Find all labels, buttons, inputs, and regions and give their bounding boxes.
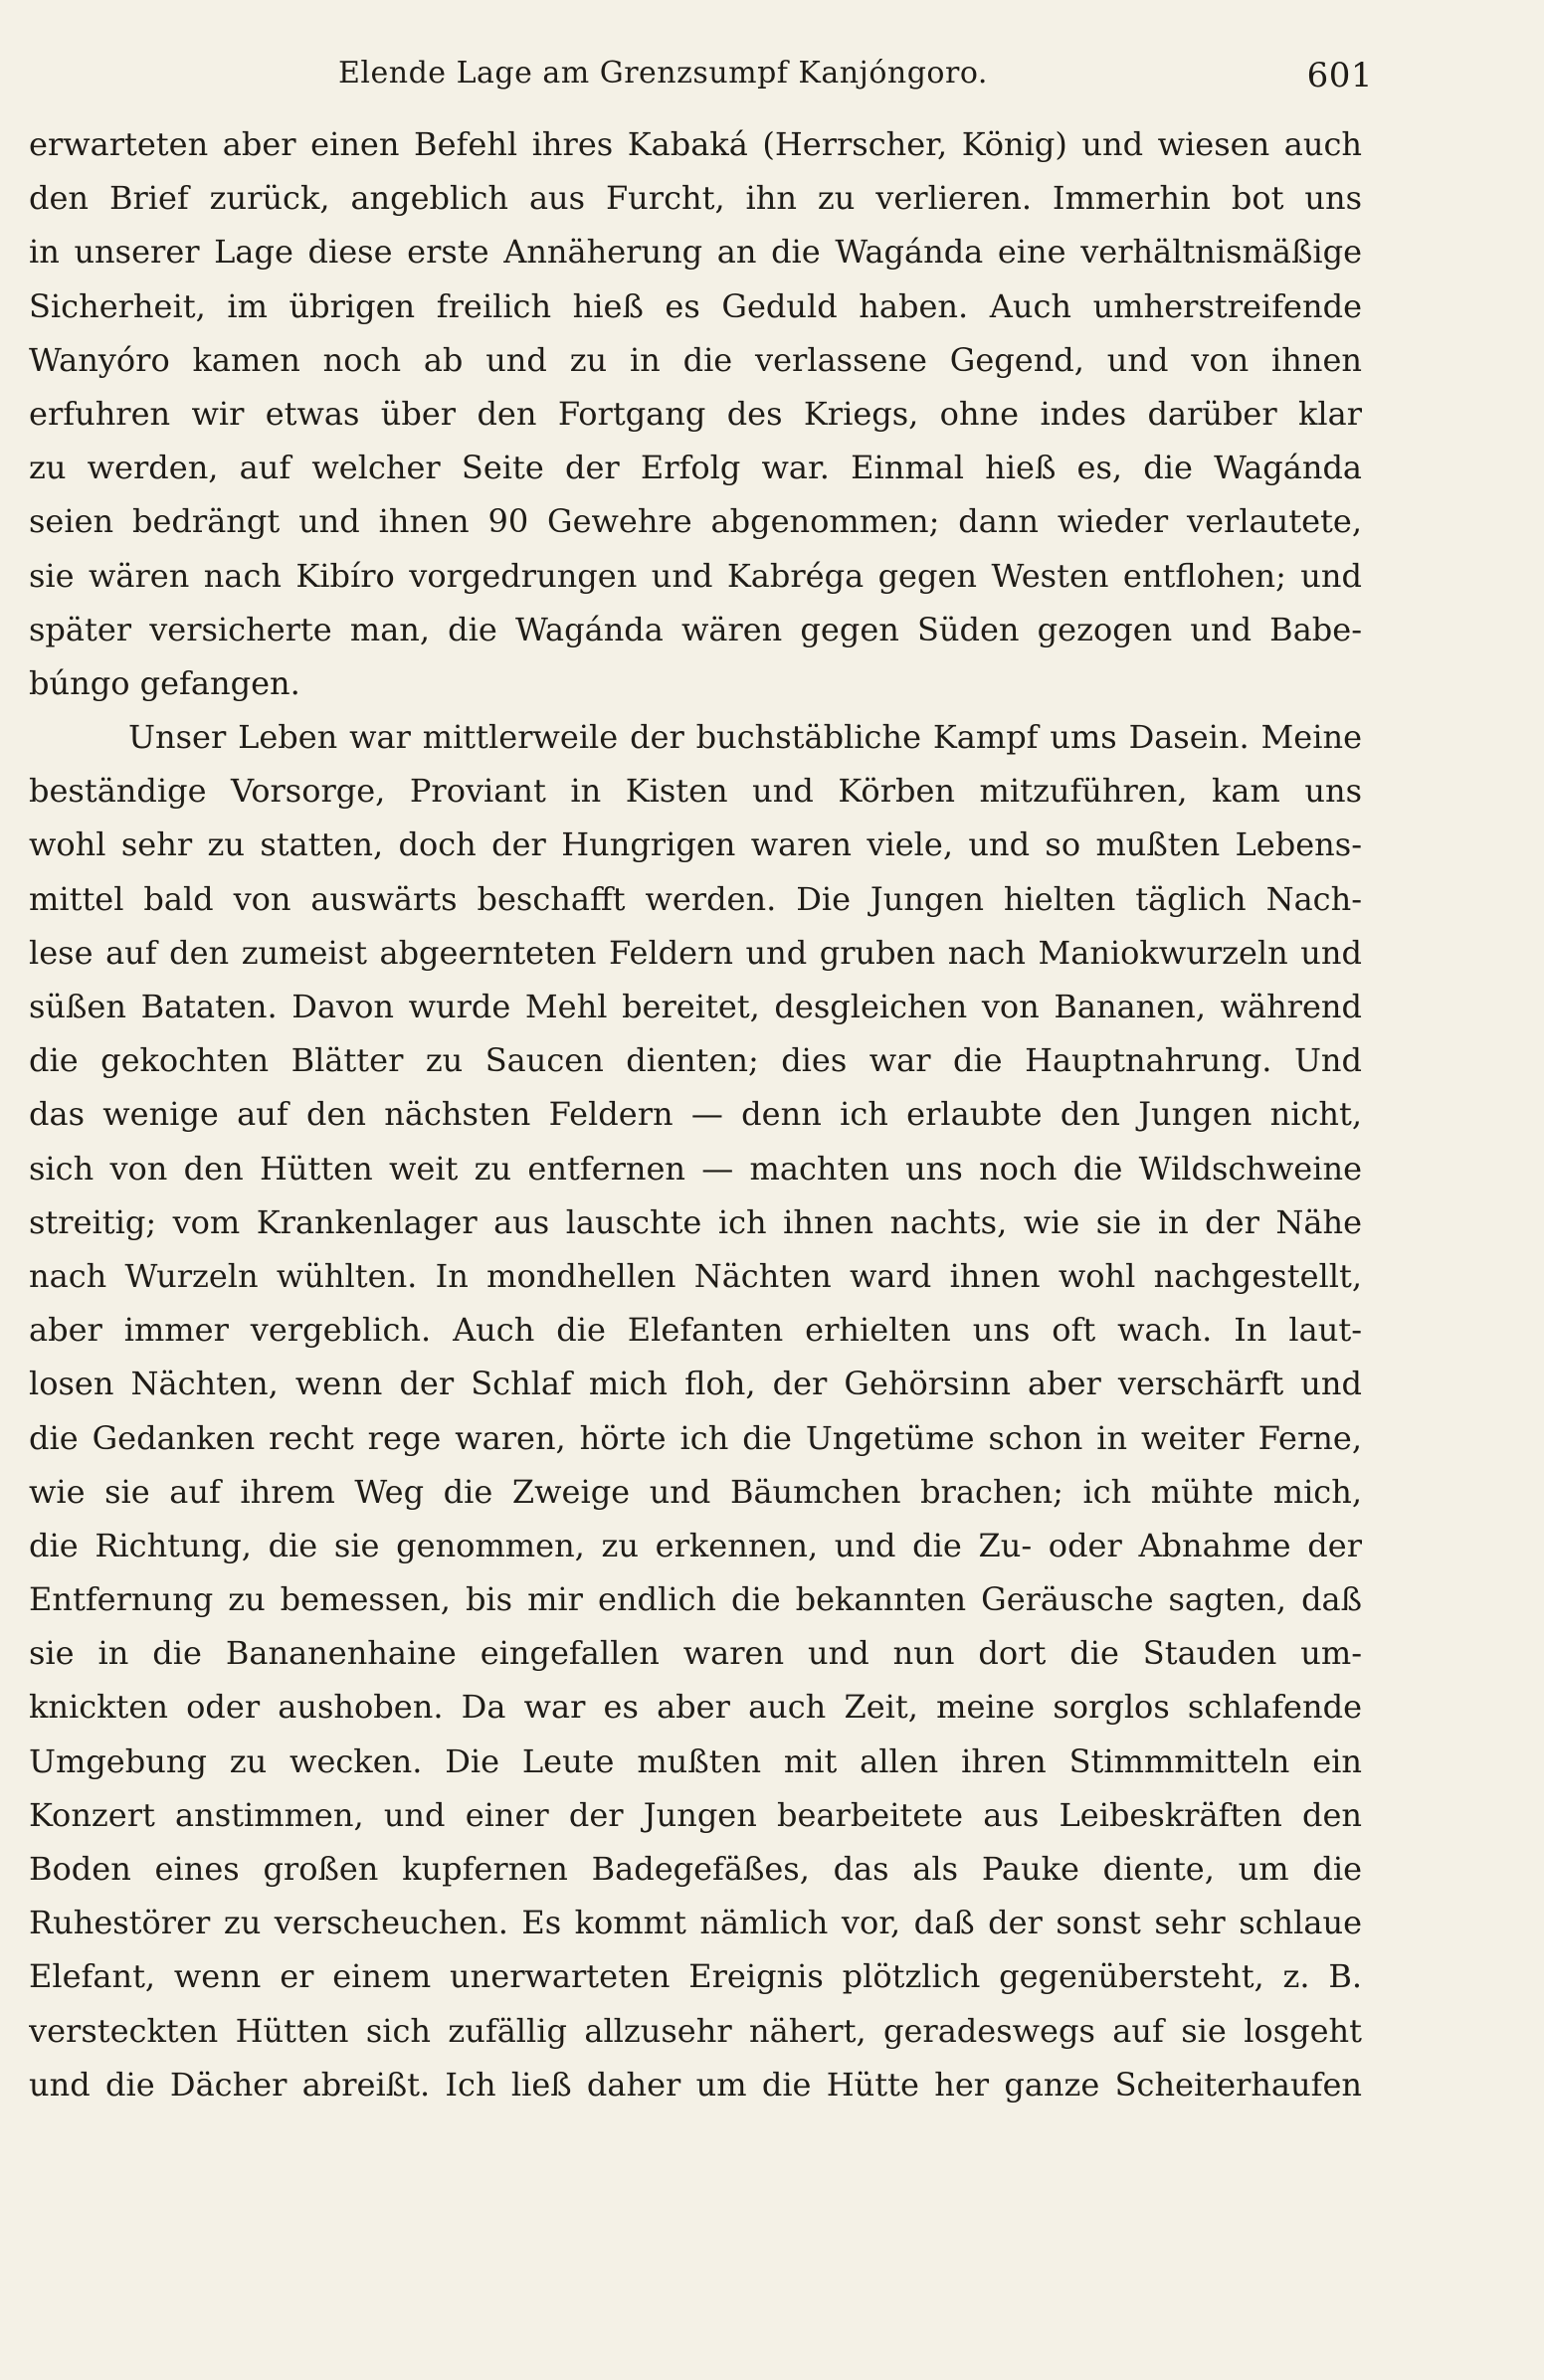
text-line: seien bedrängt und ihnen 90 Gewehre abgenommen; dann wieder verlautete, <box>29 502 1362 541</box>
text-line: aber immer vergeblich. Auch die Elefanten erhielten uns oft wach. In laut- <box>29 1311 1362 1350</box>
text-line: die Richtung, die sie genommen, zu erkennen, und die Zu- oder Abnahme der <box>29 1526 1362 1564</box>
text-line: in unserer Lage diese erste Annäherung an die Wagánda eine verhältnismäßige <box>29 233 1362 272</box>
text-line: búngo gefangen. <box>29 663 300 702</box>
text-line: knickten oder aushoben. Da war es aber auch Zeit, meine sorglos schlafende <box>29 1688 1362 1727</box>
text-line: später versicherte man, die Wagánda wären gegen Süden gezogen und Babe- <box>29 610 1362 648</box>
text-line: zu werden, auf welcher Seite der Erfolg war. Einmal hieß es, die Wagánda <box>29 449 1362 487</box>
text-line: erfuhren wir etwas über den Fortgang des Kriegs, ohne indes darüber klar <box>29 394 1362 433</box>
text-line: Ruhestörer zu verscheuchen. Es kommt nämlich vor, daß der sonst sehr schlaue <box>29 1904 1362 1942</box>
text-line: beständige Vorsorge, Proviant in Kisten und Körben mitzuführen, kam uns <box>29 772 1362 811</box>
text-line: Boden eines großen kupfernen Badegefäßes, das als Pauke diente, um die <box>29 1850 1362 1888</box>
text-line: nach Wurzeln wühlten. In mondhellen Nächten ward ihnen wohl nachgestellt, <box>29 1256 1362 1295</box>
text-line: losen Nächten, wenn der Schlaf mich floh, der Gehörsinn aber verschärft und <box>29 1365 1362 1403</box>
text-line: und die Dächer abreißt. Ich ließ daher um die Hütte her ganze Scheiterhaufen <box>29 2065 1362 2104</box>
text-line: sich von den Hütten weit zu entfernen — machten uns noch die Wildschweine <box>29 1149 1362 1188</box>
text-line: versteckten Hütten sich zufällig allzusehr nähert, geradeswegs auf sie losgeht <box>29 2011 1362 2050</box>
body-text <box>29 117 1362 2111</box>
text-line: sie wären nach Kibíro vorgedrungen und Kabréga gegen Westen entflohen; und <box>29 556 1362 595</box>
text-line: süßen Bataten. Davon wurde Mehl bereitet, desgleichen von Bananen, während <box>29 988 1362 1025</box>
text-line: Umgebung zu wecken. Die Leute mußten mit allen ihren Stimmmitteln ein <box>29 1741 1362 1780</box>
text-line: wohl sehr zu statten, doch der Hungrigen waren viele, und so mußten Lebens- <box>29 825 1362 864</box>
text-line: die Gedanken recht rege waren, hörte ich die Ungetüme schon in weiter Ferne, <box>29 1418 1362 1457</box>
running-title: Elende Lage am Grenzsumpf Kanjóngoro. <box>338 56 988 91</box>
text-line: Sicherheit, im übrigen freilich hieß es Geduld haben. Auch umherstreifende <box>29 286 1362 325</box>
text-line: wie sie auf ihrem Weg die Zweige und Bäumchen brachen; ich mühte mich, <box>29 1472 1362 1511</box>
text-line: mittel bald von auswärts beschafft werden. Die Jungen hielten täglich Nach- <box>29 879 1362 918</box>
running-head <box>298 56 1373 105</box>
text-line: das wenige auf den nächsten Feldern — denn ich erlaubte den Jungen nicht, <box>29 1095 1362 1134</box>
text-line: den Brief zurück, angeblich aus Furcht, ihn zu verlieren. Immerhin bot uns <box>29 179 1362 218</box>
text-line: die gekochten Blätter zu Saucen dienten; dies war die Hauptnahrung. Und <box>29 1041 1362 1080</box>
text-line: Entfernung zu bemessen, bis mir endlich die bekannten Geräusche sagten, daß <box>29 1580 1362 1619</box>
page-number: 601 <box>1306 56 1373 95</box>
text-line: lese auf den zumeist abgeernteten Feldern und gruben nach Maniokwurzeln und <box>29 933 1362 972</box>
text-line: Unser Leben war mittlerweile der buchstäbliche Kampf ums Dasein. Meine <box>128 718 1362 757</box>
text-line: erwarteten aber einen Befehl ihres Kabaká (Herrscher, König) und wiesen auch <box>29 125 1362 163</box>
text-line: Konzert anstimmen, und einer der Jungen bearbeitete aus Leibeskräften den <box>29 1795 1362 1834</box>
text-line: sie in die Bananenhaine eingefallen waren und nun dort die Stauden um- <box>29 1634 1362 1673</box>
text-line: streitig; vom Krankenlager aus lauschte ich ihnen nachts, wie sie in der Nähe <box>29 1202 1362 1241</box>
text-line: Elefant, wenn er einem unerwarteten Ereignis plötzlich gegenübersteht, z. B. <box>29 1957 1362 1996</box>
text-line: Wanyóro kamen noch ab und zu in die verlassene Gegend, und von ihnen <box>29 340 1362 379</box>
